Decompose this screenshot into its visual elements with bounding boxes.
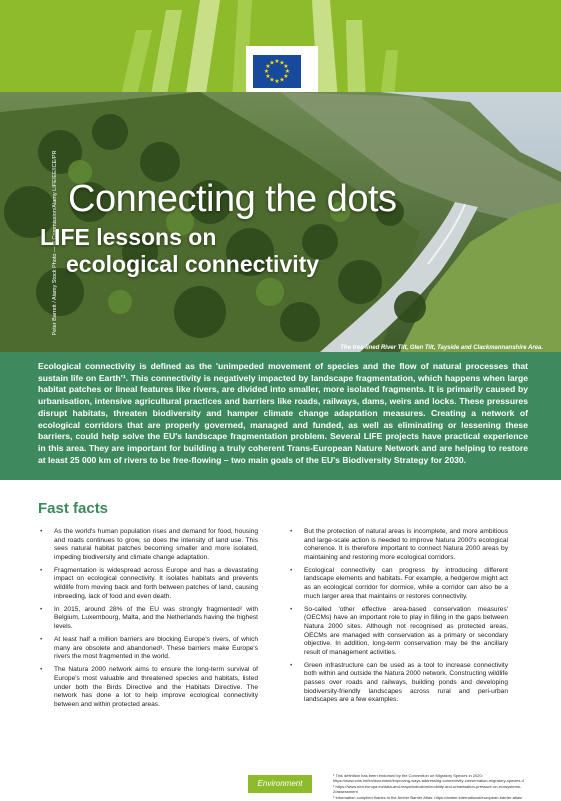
fact-item: • So-called 'other effective area-based conservation measures' (OECMs) have an important role to play in filling in the gaps between Natura 2000 sites. Although not recognised as protected areas, OECMs are managed with conservation as a primary or secondary objective. In addition, long-term conservation may be the ancillary result of management activities. [290, 606, 508, 658]
eu-flag-icon [253, 55, 301, 88]
fast-facts-left-column [40, 528, 258, 714]
hero-photo [0, 92, 561, 352]
fast-facts-right-column [290, 528, 508, 709]
svg-text:★: ★ [269, 59, 275, 67]
svg-text:★: ★ [269, 76, 275, 84]
svg-text:★: ★ [283, 73, 289, 80]
fact-item: • In 2015, around 28% of the EU was strongly fragmented² with Belgium, Luxembourg, Malta, and the Netherlands having the highest levels. [40, 606, 258, 632]
eu-stars [253, 55, 301, 88]
svg-text:★: ★ [274, 78, 280, 85]
fast-facts-heading: Fast facts [38, 500, 109, 517]
svg-text:★: ★ [265, 63, 271, 70]
svg-text:★: ★ [279, 59, 285, 67]
fact-item: • The Natura 2000 network aims to ensure the long-term survival of Europe's most valuable and threatened species and habitats, listed under both the Birds Directive and the Habitats Directive. The network has done a lot to help improve ecological connectivity between and within protected areas. [40, 666, 258, 709]
subtitle-rest: lessons on [89, 224, 217, 250]
fact-item: • At least half a million barriers are blocking Europe's rivers, of which many are obsolete and abandoned³. These barriers make Europe's rivers the most fragmented in the world. [40, 636, 258, 662]
photo-credit: Peter Barrett / Alamy Stock Photo — © Commission/Alamy LIFE/EE/ICE/PR [52, 150, 58, 336]
subtitle-life: LIFE [40, 224, 90, 250]
page-title: Connecting the dots [68, 178, 397, 220]
svg-text:★: ★ [265, 73, 271, 80]
environment-tag: Environment [248, 775, 312, 793]
stripe-3 [185, 0, 220, 100]
stripe-2 [150, 10, 182, 100]
fact-item: • Fragmentation is widespread across Europe and has a devastating impact on ecological connectivity. It isolates habitats and prevents wildlife from moving back and forth between patches of land, causing inbreeding, lack of food and even death. [40, 567, 258, 601]
svg-text:★: ★ [283, 63, 289, 70]
svg-text:★: ★ [263, 68, 270, 75]
subtitle-line2: ecological connectivity [66, 251, 320, 277]
fact-item: • But the protection of natural areas is incomplete, and more ambitious and large-scale action is needed to improve Natura 2000's ecological coherence. It is therefore important to connect Natura 2000 areas by maintaining and restoring more ecological corridors. [290, 528, 508, 562]
svg-text:★: ★ [284, 68, 291, 75]
stripe-1 [120, 30, 152, 100]
fact-item: • Ecological connectivity can progress by introducing different landscape elements and habitats. For example, a hedgerow might act as an ecological corridor for dormice, while a corridor can also be a much larger area that maintains or restores connectivity. [290, 567, 508, 601]
intro-text: Ecological connectivity is defined as the 'unimpeded movement of species and the flow of natural processes that sustain life on Earth'¹. This connectivity is negatively impacted by landscape fragmentation, which happens when large habitat patches or lineal features like rivers, are divided into smaller, more isolated fragments. It is primarily caused by urbanisation, intensive agricultural practices and barriers like roads, railways, dams, weirs and locks. These pressures disrupt habitats, threaten biodiversity and hamper climate change adaptation measures. Creating a network of ecological corridors that are properly governed, managed and funded, as well as eliminating or lessening these barriers, could help solve the EU's landscape fragmentation problem. Several LIFE projects have practical experience in this area. They are important for building a truly coherent Trans-European Nature Network and are helping to restore at least 25 000 km of rivers to be free-flowing – two main goals of the EU's Biodiversity Strategy for 2030. [38, 361, 528, 465]
photo-caption: The tree lined River Tilt, Glen Tilt, Tayside and Clackmannanshire Area. [340, 345, 543, 351]
footnote-3[interactable]: ³ Information compiled thanks to the Amber Barrier Atlas: https://amber.international/european-barrier-atlas/ [333, 795, 523, 801]
fact-item: • As the world's human population rises and demand for food, housing and roads continues to grow, so does the intensity of land use. This sees natural habitat patches becoming smaller and more isolated, impeding biodiversity and climate change adaptation. [40, 528, 258, 562]
svg-text:★: ★ [274, 58, 280, 65]
footnote-1[interactable]: ¹ This definition has been endorsed by the Convention on Migratory Species in 2020: https://www.cms.int/en/document/improving-ways-addressing-connectivity-conservation-migratory-species-4 [333, 773, 524, 784]
footnote-2[interactable]: ² https://www.eea.europa.eu/data-and-maps/indicators/mobility-and-urbanisation-pressure-on-ecosystems-2/assessment [333, 784, 522, 795]
page-subtitle [40, 224, 319, 278]
stripe-6 [346, 20, 366, 100]
fact-item: • Green infrastructure can be used as a tool to increase connectivity both within and outside the Natura 2000 network. Constructing wildlife passes over roads and railways, building ponds and developing biodiversity-friendly landscapes across rural and peri-urban landscapes are a few examples. [290, 662, 508, 705]
footnotes [333, 773, 533, 801]
svg-text:★: ★ [279, 76, 285, 84]
